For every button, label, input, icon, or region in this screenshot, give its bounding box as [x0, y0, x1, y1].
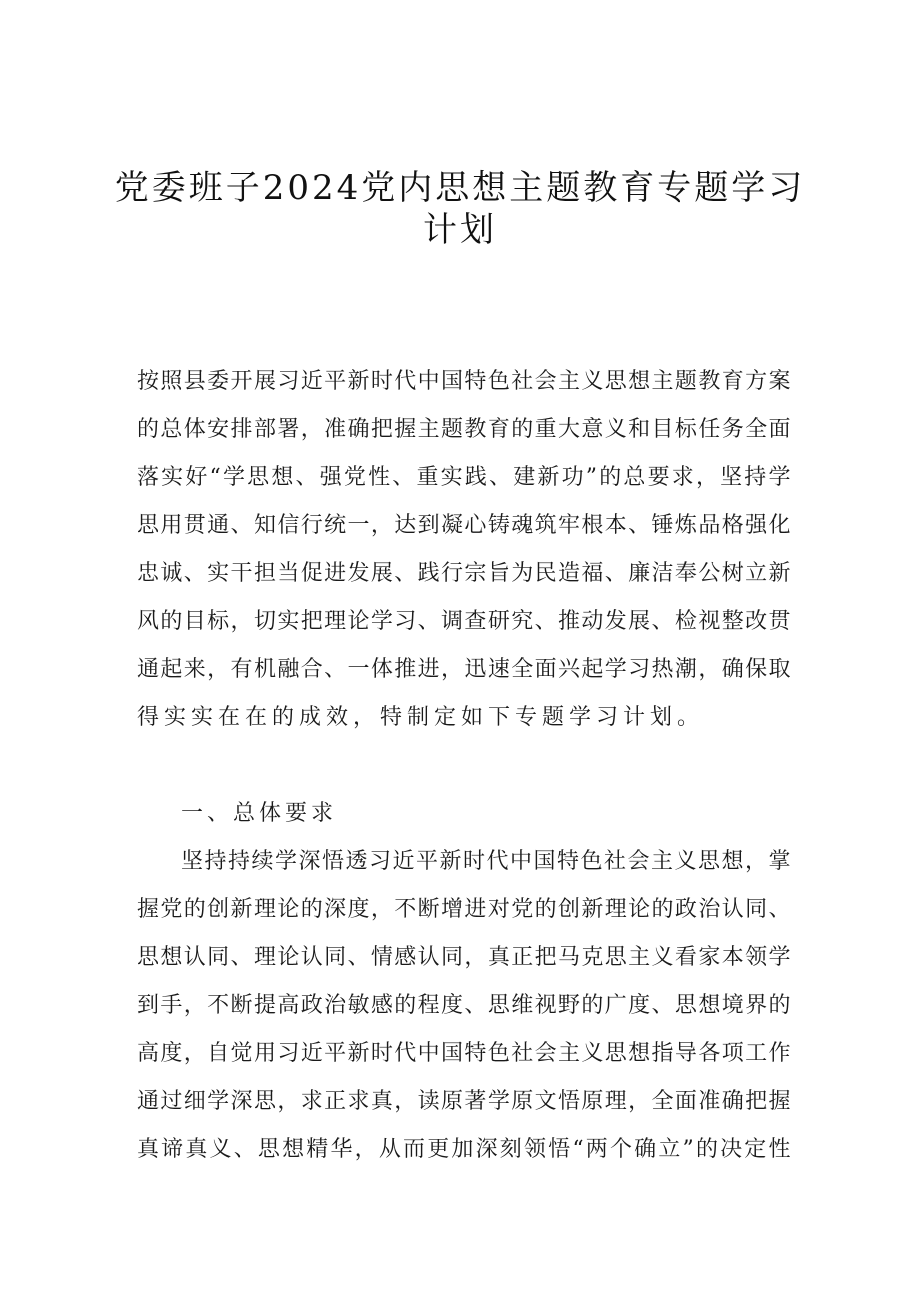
paragraph-line: 忠诚、实干担当促进发展、践行宗旨为民造福、廉洁奉公树立新 [137, 561, 791, 586]
paragraph-line: 按照县委开展习近平新时代中国特色社会主义思想主题教育方案 [137, 369, 791, 394]
paragraph-line: 思想认同、理论认同、情感认同，真正把马克思主义看家本领学 [137, 945, 791, 970]
document-title-line-2: 计划 [423, 210, 497, 250]
document-title-line-1: 党委班子2024党内思想主题教育专题学习 [114, 168, 806, 208]
paragraph-line: 到手，不断提高政治敏感的程度、思维视野的广度、思想境界的 [137, 993, 791, 1018]
paragraph-line: 真谛真义、思想精华，从而更加深刻领悟“两个确立”的决定性 [137, 1137, 791, 1162]
paragraph-line: 落实好“学思想、强党性、重实践、建新功”的总要求，坚持学 [137, 465, 791, 490]
paragraph-line: 思用贯通、知信行统一，达到凝心铸魂筑牢根本、锤炼品格强化 [137, 513, 791, 538]
paragraph-line: 得实实在在的成效，特制定如下专题学习计划。 [137, 705, 705, 730]
paragraph-line: 坚持持续学深悟透习近平新时代中国特色社会主义思想，掌 [181, 849, 791, 874]
paragraph-line: 风的目标，切实把理论学习、调查研究、推动发展、检视整改贯 [137, 609, 791, 634]
paragraph-line: 通过细学深思，求正求真，读原著学原文悟原理，全面准确把握 [137, 1089, 791, 1114]
paragraph-line: 高度，自觉用习近平新时代中国特色社会主义思想指导各项工作 [137, 1041, 791, 1066]
paragraph-line: 的总体安排部署，准确把握主题教育的重大意义和目标任务全面 [137, 417, 791, 442]
paragraph-line: 通起来，有机融合、一体推进，迅速全面兴起学习热潮，确保取 [137, 657, 791, 682]
section-heading: 一、总体要求 [181, 801, 338, 826]
paragraph-line: 握党的创新理论的深度，不断增进对党的创新理论的政治认同、 [137, 897, 791, 922]
